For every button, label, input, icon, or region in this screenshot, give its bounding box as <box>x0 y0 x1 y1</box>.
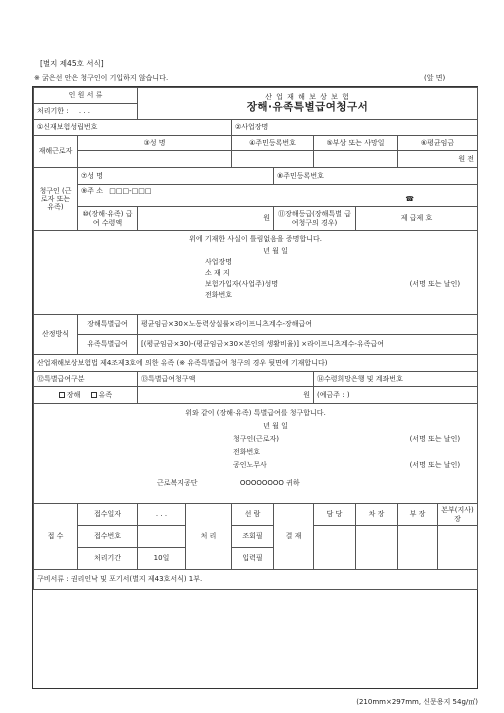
law-note: 산업재해보상보험법 제4조제3호에 의한 유족 (※ 유족특별급여 청구의 경우 뒷면에 기재합니다) <box>34 355 478 372</box>
form-number: [별지 제45호 서식] <box>40 59 104 68</box>
form-frame <box>32 86 478 689</box>
worker-id-input[interactable] <box>232 151 314 168</box>
survivor-checkbox[interactable] <box>91 392 97 398</box>
approval-label: 결 재 <box>274 504 314 570</box>
approval-col-1: 담 당 <box>314 504 356 526</box>
benefit-amount-input[interactable]: 원 <box>138 207 274 231</box>
form-table <box>33 87 478 590</box>
disability-grade-input[interactable]: 제 급제 호 <box>356 207 478 231</box>
claimant-section-label: 청구인 (근로자 또는 유족) <box>34 168 78 231</box>
claimant-name-field[interactable]: ⑦성 명 <box>78 168 274 185</box>
approval-col-2: 차 장 <box>356 504 398 526</box>
worker-name-input[interactable] <box>78 151 232 168</box>
request-claimant: 청구인(근로자) <box>233 435 280 444</box>
method-survivor-formula: [(평균임금×30)-(평균임금×30×본인의 생활비율)] ×라이프니츠계수-유족급여 <box>138 335 478 355</box>
request-branch: OOOOOOOO 귀하 <box>239 479 300 488</box>
company-name-field[interactable]: ②사업장명 <box>232 120 478 136</box>
receipt-no-value[interactable] <box>138 526 186 548</box>
certify-line-3: 보험가입자(사업주)성명 <box>205 280 279 289</box>
certify-text: 위에 기재한 사실이 틀림없음을 증명합니다. <box>189 235 322 243</box>
receipt-no-label: 접수번호 <box>78 526 138 548</box>
approval-sign-1[interactable] <box>314 526 356 570</box>
page-side: (앞 면) <box>424 74 446 82</box>
approval-sign-3[interactable] <box>398 526 438 570</box>
approval-col-3: 부 장 <box>398 504 438 526</box>
worker-name-label: ③성 명 <box>78 136 232 151</box>
avg-wage-label: ⑥평균임금 <box>398 136 478 151</box>
deadline-cell <box>34 104 138 120</box>
paper-spec: (210mm×297mm, 신문용지 54g/㎡) <box>356 698 478 706</box>
certify-line-2: 소 재 지 <box>205 269 230 278</box>
request-sign-2: (서명 또는 날인) <box>409 461 461 470</box>
approval-col-4: 본부(지사)장 <box>438 504 478 526</box>
processing-period-value: 10일 <box>138 548 186 570</box>
address-label: ⑨주 소 <box>81 187 104 196</box>
disability-option-label: 장해 <box>66 390 81 399</box>
agency-title: 산 업 재 해 보 상 보 험 <box>265 93 350 102</box>
request-labor-attorney: 공인노무사 <box>233 461 267 470</box>
injury-date-label: ⑤부상 또는 사망일 <box>314 136 398 151</box>
request-text: 위와 같이 (장해·유족) 특별급여를 청구합니다. <box>185 409 326 417</box>
avg-wage-input[interactable]: 원 전 <box>398 151 478 168</box>
request-block <box>34 404 478 504</box>
certify-line-4: 전화번호 <box>205 291 233 300</box>
disability-grade-label: ⑪장해등급(장해특별 급여청구의 경우) <box>274 207 356 231</box>
receipt-date-label: 접수일자 <box>78 504 138 526</box>
benefit-claim-input[interactable]: 원 <box>138 387 314 404</box>
disability-checkbox[interactable] <box>59 392 65 398</box>
form-title: 장해·유족특별급여청구서 <box>246 101 369 114</box>
attachments-note: 구비서류 : 권리인낙 및 포기서(별지 제43호서식) 1부. <box>34 570 478 590</box>
receipt-date-value[interactable]: . . . <box>138 504 186 526</box>
method-section-label: 산정방식 <box>34 315 78 355</box>
doc-type-label: 인 원 서 류 <box>34 88 138 104</box>
benefit-type-label: ⑫특별급여구분 <box>34 372 138 387</box>
approval-sign-2[interactable] <box>356 526 398 570</box>
method-disability-formula: 평균임금×30×노동력상실률×라이프니츠계수-장해급여 <box>138 315 478 335</box>
worker-section-label: 재해근로자 <box>34 136 78 168</box>
request-sign-1: (서명 또는 날인) <box>409 435 461 444</box>
handling-row-2: 조회필 <box>232 526 274 548</box>
certify-sign: (서명 또는 날인) <box>409 280 461 289</box>
claimant-id-field[interactable]: ⑧주민등록번호 <box>274 168 478 185</box>
postal-boxes: □□□-□□□ <box>109 187 152 196</box>
request-agency: 근로복지공단 <box>157 479 198 488</box>
bank-account-label: ⑭수령희망은행 및 계좌번호 <box>314 372 478 387</box>
method-survivor-label: 유족특별급여 <box>78 335 138 355</box>
approval-sign-4[interactable] <box>438 526 478 570</box>
survivor-option-label: 유족 <box>98 390 113 399</box>
phone-icon: ☎ <box>405 195 415 204</box>
bank-account-input[interactable]: (예금주 : ) <box>314 387 478 404</box>
certify-line-1: 사업장명 <box>205 258 233 267</box>
deadline-label: 처리기한 : <box>37 107 69 116</box>
certify-date: 년 월 일 <box>263 247 288 256</box>
benefit-claim-label: ⑬특별급여청구액 <box>138 372 314 387</box>
worker-id-label: ④주민등록번호 <box>232 136 314 151</box>
title-cell <box>138 88 478 120</box>
benefit-amount-label: ⑩(장해·유족) 급여 수령액 <box>78 207 138 231</box>
deadline-value: . . . <box>78 107 91 116</box>
request-date: 년 월 일 <box>263 422 288 431</box>
handling-row-1: 선 람 <box>232 504 274 526</box>
claimant-address-field[interactable] <box>78 185 478 207</box>
certification-block <box>34 231 478 315</box>
injury-date-input[interactable] <box>314 151 398 168</box>
method-disability-label: 장해특별급여 <box>78 315 138 335</box>
benefit-type-options <box>34 387 138 404</box>
processing-period-label: 처리기간 <box>78 548 138 570</box>
notice-text: ※ 굵은선 안은 청구인이 기입하지 않습니다. <box>34 74 169 82</box>
insurance-no-field[interactable]: ①신재보험성립번호 <box>34 120 232 136</box>
request-phone: 전화번호 <box>233 448 261 457</box>
handling-label: 처 리 <box>186 504 232 570</box>
handling-row-3: 입력필 <box>232 548 274 570</box>
receipt-label: 접 수 <box>34 504 78 570</box>
